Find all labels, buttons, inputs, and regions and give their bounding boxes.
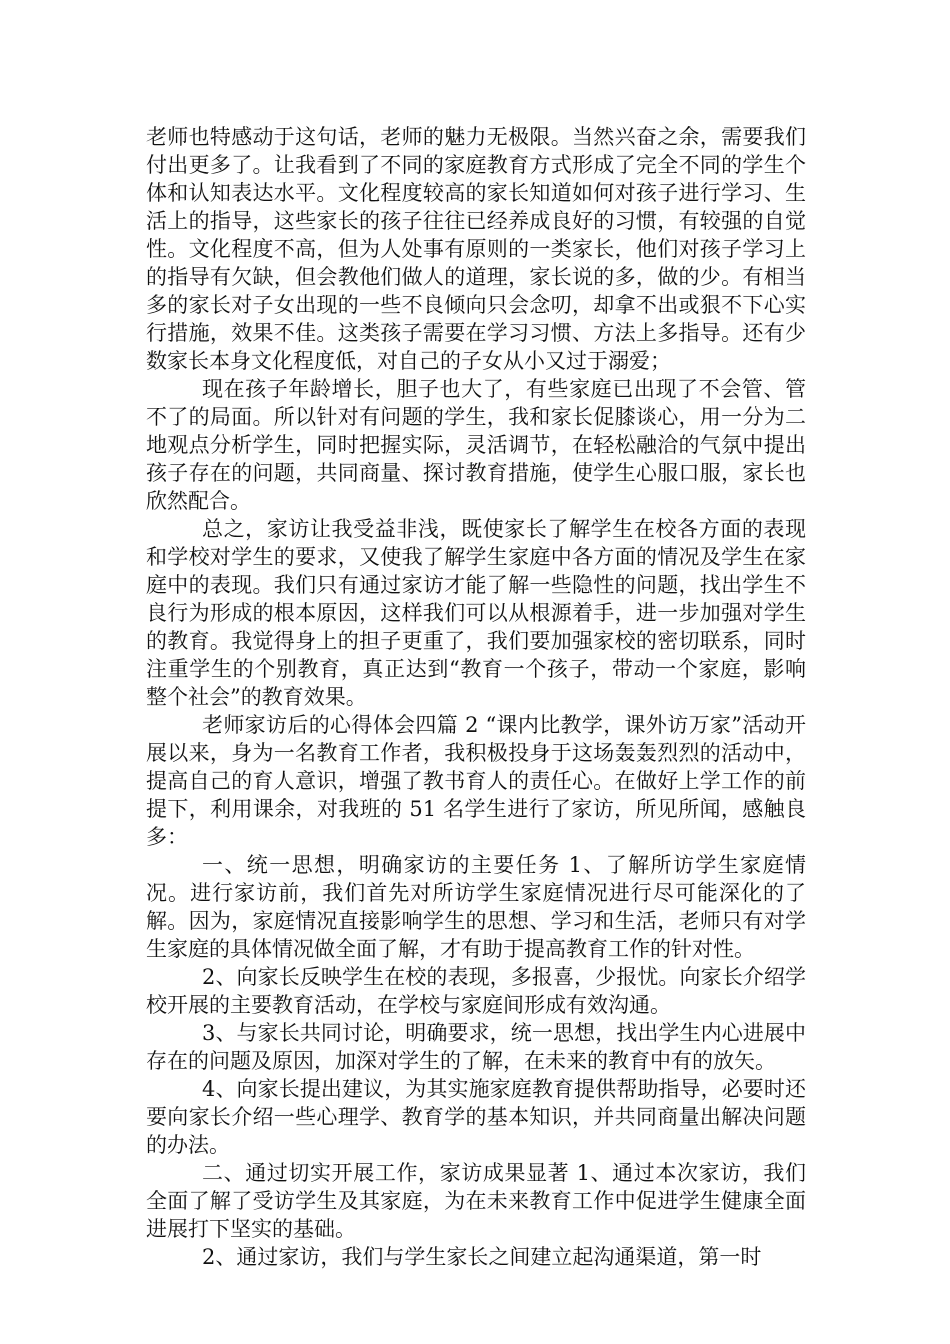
paragraph: 3、与家长共同讨论，明确要求，统一思想，找出学生内心进展中存在的问题及原因，加深对学生的了解，在未来的教育中有的放矢。 <box>146 1021 806 1073</box>
paragraph: 总之，家访让我受益非浅，既使家长了解学生在校各方面的表现和学校对学生的要求，又使我了解学生家庭中各方面的情况及学生在家庭中的表现。我们只有通过家访才能了解一些隐性的问题，找出学生不良行为形成的根本原因，这样我们可以从根源着手，进一步加强对学生的教育。我觉得身上的担子更重了，我们要加强家校的密切联系，同时注重学生的个别教育，真正达到“教育一个孩子，带动一个家庭，影响整个社会”的教育效果。 <box>146 517 806 709</box>
paragraph: 一、统一思想，明确家访的主要任务 1、了解所访学生家庭情况。进行家访前，我们首先对所访学生家庭情况进行尽可能深化的了解。因为，家庭情况直接影响学生的思想、学习和生活，老师只有对学生家庭的具体情况做全面了解，才有助于提高教育工作的针对性。 <box>146 853 806 961</box>
paragraph: 老师家访后的心得体会四篇 2 “课内比教学，课外访万家”活动开展以来，身为一名教育工作者，我积极投身于这场轰轰烈烈的活动中，提高自己的育人意识，增强了教书育人的责任心。在做好上学工作的前提下，利用课余，对我班的 51 名学生进行了家访，所见所闻，感触良多： <box>146 713 806 849</box>
paragraph: 老师也特感动于这句话，老师的魅力无极限。当然兴奋之余，需要我们付出更多了。让我看到了不同的家庭教育方式形成了完全不同的学生个体和认知表达水平。文化程度较高的家长知道如何对孩子进行学习、生活上的指导，这些家长的孩子往往已经养成良好的习惯，有较强的自觉性。文化程度不高，但为人处事有原则的一类家长，他们对孩子学习上的指导有欠缺，但会教他们做人的道理，家长说的多，做的少。有相当多的家长对子女出现的一些不良倾向只会念叨，却拿不出或狠不下心实行措施，效果不佳。这类孩子需要在学习习惯、方法上多指导。还有少数家长本身文化程度低，对自己的子女从小又过于溺爱； <box>146 125 806 373</box>
paragraph: 2、通过家访，我们与学生家长之间建立起沟通渠道，第一时 <box>202 1245 762 1269</box>
paragraph: 4、向家长提出建议，为其实施家庭教育提供帮助指导，必要时还要向家长介绍一些心理学、教育学的基本知识，并共同商量出解决问题的办法。 <box>146 1077 806 1157</box>
document-page <box>146 123 806 1271</box>
paragraph: 2、向家长反映学生在校的表现，多报喜，少报忧。向家长介绍学校开展的主要教育活动，在学校与家庭间形成有效沟通。 <box>146 965 806 1017</box>
paragraph: 二、通过切实开展工作，家访成果显著 1、通过本次家访，我们全面了解了受访学生及其家庭，为在未来教育工作中促进学生健康全面进展打下坚实的基础。 <box>146 1161 806 1241</box>
paragraph: 现在孩子年龄增长，胆子也大了，有些家庭已出现了不会管、管不了的局面。所以针对有问题的学生，我和家长促膝谈心，用一分为二地观点分析学生，同时把握实际，灵活调节，在轻松融洽的气氛中提出孩子存在的问题，共同商量、探讨教育措施，使学生心服口服，家长也欣然配合。 <box>146 377 806 513</box>
